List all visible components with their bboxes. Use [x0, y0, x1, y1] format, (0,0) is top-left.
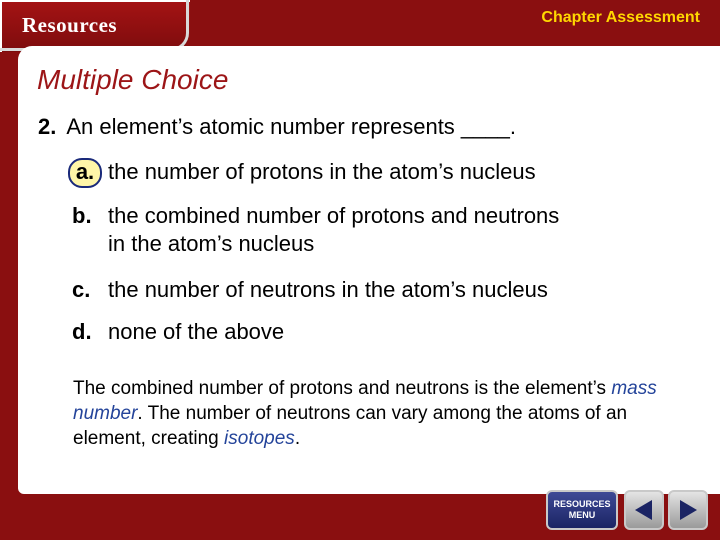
section-title: Multiple Choice [37, 64, 229, 95]
option-text: the number of neutrons in the atom’s nucleus [108, 277, 548, 302]
option-letter: c. [72, 277, 91, 302]
explanation [73, 376, 683, 451]
chapter-assessment-label: Chapter Assessment [541, 9, 700, 26]
term-mass-number: mass number [73, 378, 657, 424]
question-number: 2. [38, 114, 57, 139]
option-text [108, 202, 559, 258]
previous-button[interactable] [624, 490, 664, 530]
option-text-line2: in the atom’s nucleus [108, 231, 315, 256]
menu-label-line2: MENU [568, 510, 596, 520]
resources-title: Resources [22, 13, 118, 37]
question-text: An element’s atomic number represents ____. [66, 114, 516, 139]
question [38, 114, 516, 140]
option-letter: b. [72, 203, 92, 228]
navigation-bar [546, 490, 708, 532]
option-letter: a. [68, 158, 102, 188]
option-text: the number of protons in the atom’s nucleus [108, 159, 536, 184]
resources-tab [0, 0, 190, 52]
option-d[interactable] [72, 318, 284, 346]
explanation-text: . The number of neutrons can vary among the atoms of an element, creating [73, 403, 628, 449]
option-text-line1: the combined number of protons and neutrons [108, 203, 560, 228]
triangle-left-icon [632, 498, 656, 522]
option-text: none of the above [108, 319, 285, 344]
option-b[interactable] [72, 202, 559, 258]
resources-menu-button[interactable] [546, 490, 618, 530]
option-letter: d. [72, 319, 92, 344]
explanation-text: . [294, 428, 301, 449]
term-isotopes: isotopes [224, 428, 295, 449]
menu-label-line1: RESOURCES [553, 499, 611, 509]
next-button[interactable] [668, 490, 708, 530]
triangle-right-icon [676, 498, 700, 522]
explanation-text: The combined number of protons and neutrons is the element’s [73, 378, 612, 399]
option-a[interactable] [72, 158, 536, 188]
option-c[interactable] [72, 276, 548, 304]
